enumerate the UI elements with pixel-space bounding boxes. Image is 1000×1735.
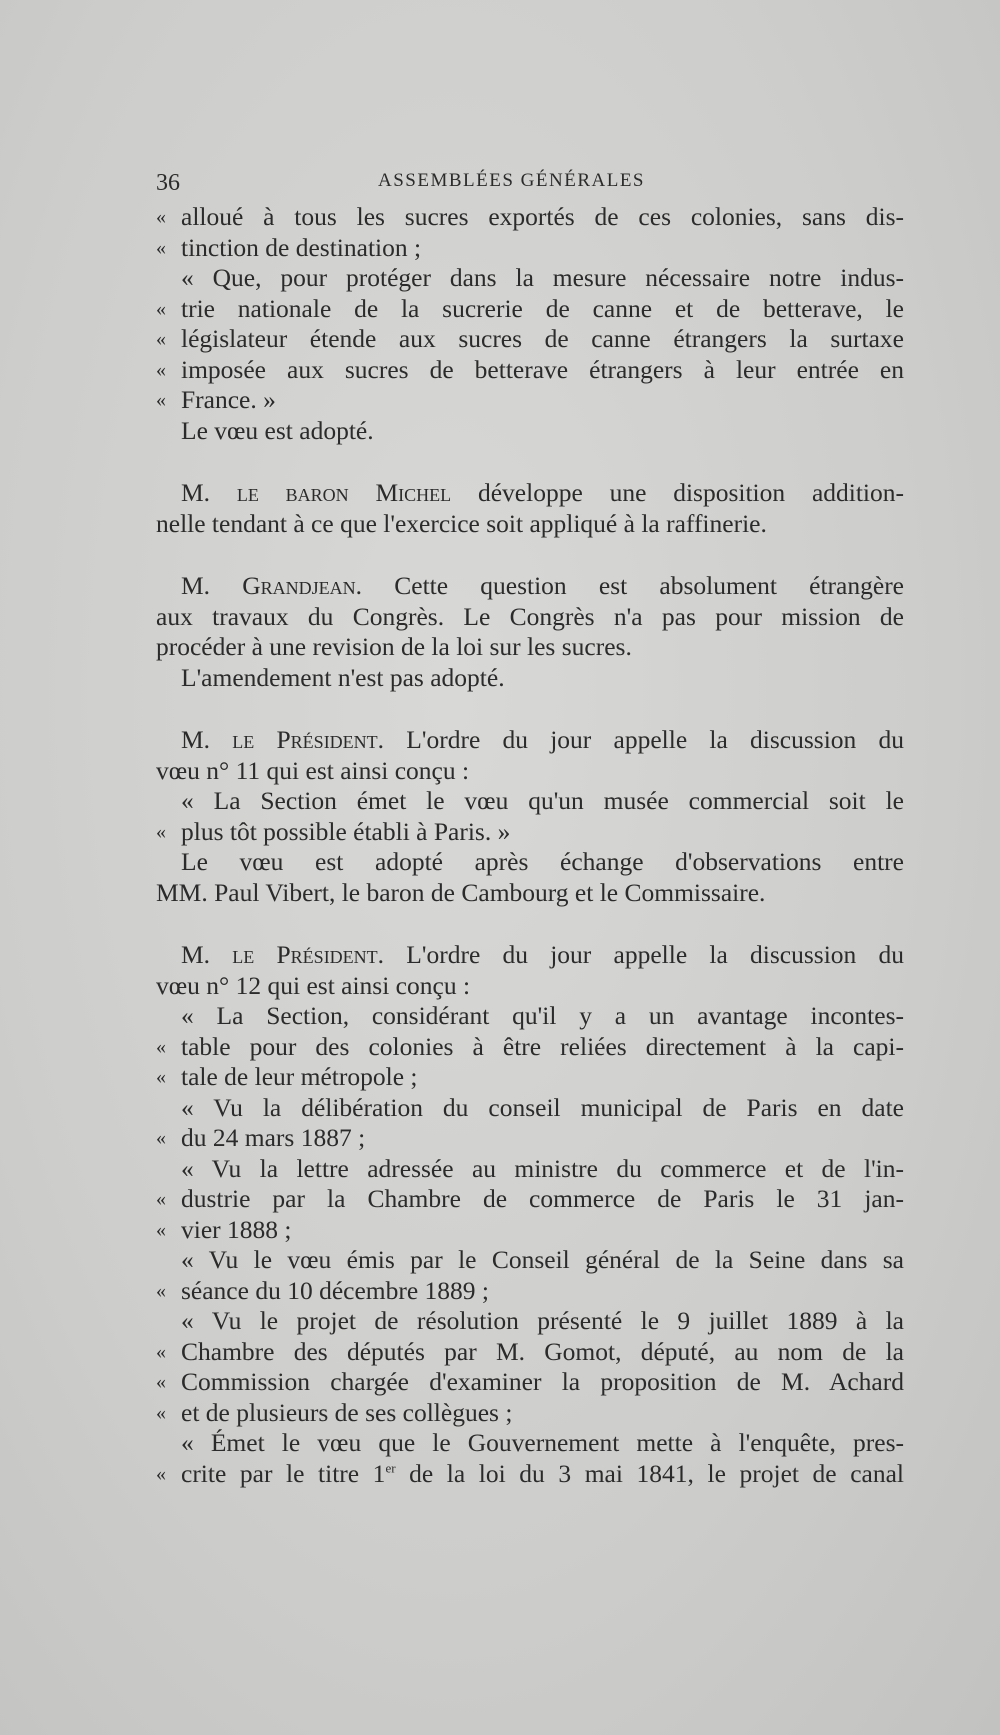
text-line: M. le baron Michel développe une disposition addition- [181, 478, 905, 507]
page-body [156, 202, 904, 1489]
text-line: « séance du 10 décembre 1889 ; [156, 1275, 490, 1305]
running-title: ASSEMBLÉES GÉNÉRALES [378, 170, 645, 191]
page-header [156, 166, 900, 200]
text-line: Le vœu est adopté après échange d'observations entre [181, 847, 904, 876]
text-line: « vier 1888 ; [156, 1214, 292, 1244]
text-line: « tinction de destination ; [156, 232, 422, 262]
speaker-name: M. le Président. [181, 940, 385, 969]
quote-mark: « [156, 236, 166, 259]
text-line: « Vu la délibération du conseil municipal de Paris en date [181, 1092, 904, 1122]
speaker-name: M. le Président. [181, 725, 385, 754]
text-line: « alloué à tous les sucres exportés de ces colonies, sans dis- [156, 202, 904, 231]
text-line: M. le Président. L'ordre du jour appelle la discussion du [181, 940, 905, 969]
quote-mark: « [156, 358, 166, 381]
text-line: « du 24 mars 1887 ; [156, 1123, 366, 1152]
text-line: L'amendement n'est pas adopté. [181, 662, 505, 692]
text-line: « France. » [156, 385, 276, 414]
quote-mark: « [156, 389, 166, 411]
text-line: « Émet le vœu que le Gouvernement mette à l'enquête, pres- [181, 1428, 904, 1457]
text-line: vœu n° 12 qui est ainsi conçu : [156, 970, 471, 1000]
text-line: « tale de leur métropole ; [156, 1062, 418, 1091]
text-line: aux travaux du Congrès. Le Congrès n'a pas pour mission de [156, 601, 904, 631]
text-line: « plus tôt possible établi à Paris. » [156, 816, 511, 846]
quote-mark: « [156, 1340, 166, 1363]
text-line: M. Grandjean. Cette question est absolument étrangère [181, 571, 904, 600]
text-line: Le vœu est adopté. [181, 415, 374, 445]
quote-mark: « [156, 297, 166, 320]
text-line: « La Section émet le vœu qu'un musée commercial soit le [181, 786, 904, 815]
text-line: « Vu le vœu émis par le Conseil général de la Seine dans sa [181, 1245, 904, 1274]
text-line: procéder à une revision de la loi sur les sucres. [156, 632, 632, 661]
quote-mark: « [156, 820, 166, 843]
quote-mark: « [156, 1371, 166, 1393]
text-line: nelle tendant à ce que l'exercice soit appliqué à la raffinerie. [156, 508, 767, 538]
text-line: « Vu le projet de résolution présenté le 9 juillet 1889 à la [181, 1306, 904, 1335]
text-line: « dustrie par la Chambre de commerce de Paris le 31 jan- [156, 1184, 904, 1213]
speaker-name: M. Grandjean. [181, 571, 363, 600]
text-line: « Que, pour protéger dans la mesure nécessaire notre indus- [181, 263, 904, 292]
text-line: « La Section, considérant qu'il y a un avantage incontes- [181, 1001, 904, 1030]
text-line: « législateur étende aux sucres de canne étrangers la surtaxe [156, 324, 904, 353]
quote-mark: « [156, 1462, 166, 1485]
text-line: « imposée aux sucres de betterave étrangers à leur entrée en [156, 354, 904, 384]
text-line: « Commission chargée d'examiner la proposition de M. Achard [156, 1367, 904, 1396]
quote-mark: « [156, 1035, 166, 1058]
text-line: « table pour des colonies à être reliées directement à la capi- [156, 1031, 904, 1061]
superscript: er [385, 1460, 396, 1475]
text-line: « et de plusieurs de ses collègues ; [156, 1397, 513, 1427]
page-number: 36 [156, 170, 180, 196]
quote-mark: « [156, 1066, 166, 1088]
quote-mark: « [156, 328, 166, 350]
text-line: « crite par le titre 1er de la loi du 3 mai 1841, le projet de canal [156, 1458, 905, 1488]
text-line: « trie nationale de la sucrerie de canne et de betterave, le [156, 293, 904, 323]
quote-mark: « [156, 1218, 166, 1241]
text-line: vœu n° 11 qui est ainsi conçu : [156, 755, 470, 785]
text-line: MM. Paul Vibert, le baron de Cambourg et le Commissaire. [156, 877, 766, 907]
speaker-name: M. le baron Michel [181, 478, 452, 507]
quote-mark: « [156, 1401, 166, 1424]
text-line: « Vu la lettre adressée au ministre du commerce et de l'in- [181, 1153, 904, 1183]
text-line: « Chambre des députés par M. Gomot, député, au nom de la [156, 1336, 904, 1366]
quote-mark: « [156, 206, 166, 228]
quote-mark: « [156, 1127, 166, 1149]
text-line: M. le Président. L'ordre du jour appelle la discussion du [181, 725, 905, 754]
quote-mark: « [156, 1188, 166, 1210]
quote-mark: « [156, 1279, 166, 1302]
